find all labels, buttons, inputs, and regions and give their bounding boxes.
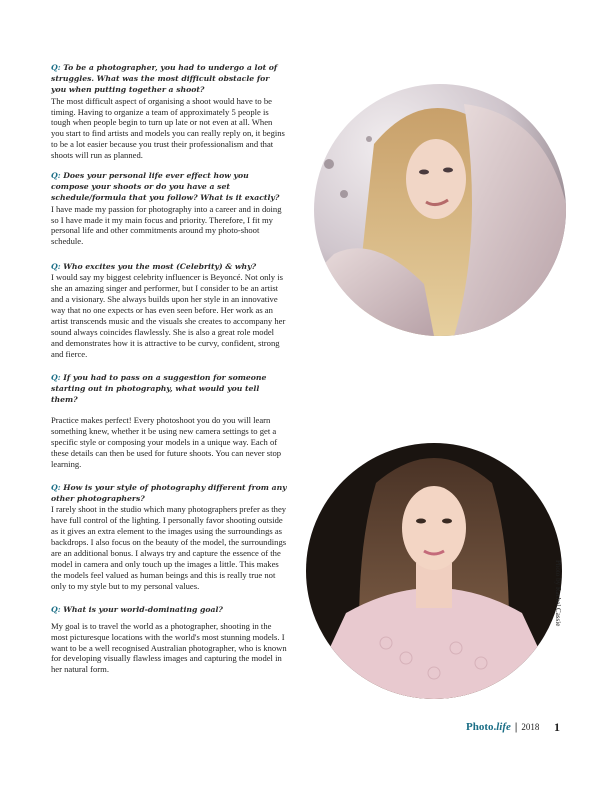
footer-separator: | bbox=[514, 721, 518, 733]
qa-item-2 bbox=[51, 170, 287, 247]
question-text: Does your personal life ever effect how you compose your shoots or do you have a set schedule/formula that you follow? What is it exactly? bbox=[51, 171, 280, 203]
question-text: If you had to pass on a suggestion for someone starting out in photography, what would you tell them? bbox=[51, 372, 267, 405]
qa-item-3 bbox=[51, 261, 287, 359]
question bbox=[51, 482, 287, 504]
answer: My goal is to travel the world as a photographer, shooting in the most picturesque locations with the world's most stunning models. I want to be a well recognised Australian photographer, who is known for developing visually flawless images and capturing the model in her natural form. bbox=[51, 620, 287, 675]
question bbox=[51, 261, 287, 272]
answer: Practice makes perfect! Every photoshoot you do you will learn something knew, whether it be using new camera settings to get a specific style or composing your models in a unique way. Each of these details can then be used for future shoots. You can never stop learning. bbox=[51, 415, 282, 469]
spacer bbox=[51, 405, 287, 415]
question bbox=[51, 372, 287, 406]
q-label: Q: bbox=[51, 482, 61, 492]
question bbox=[51, 170, 287, 204]
photo-credit: Photo by Rachel Cassie bbox=[554, 560, 562, 627]
question-text: To be a photographer, you had to undergo a lot of struggles. What was the most difficult obstacle for you when putting together a shoot? bbox=[51, 63, 278, 95]
q-label: Q: bbox=[51, 604, 61, 614]
footer-year: 2018 bbox=[521, 722, 540, 732]
portrait-photo-lace-top bbox=[306, 443, 562, 699]
q-label: Q: bbox=[51, 372, 61, 382]
qa-item-6 bbox=[51, 604, 287, 676]
q-label: Q: bbox=[51, 63, 61, 72]
question-text: What is your world-dominating goal? bbox=[63, 604, 223, 614]
page-footer bbox=[466, 721, 539, 735]
question-text: Who excites you the most (Celebrity) & why? bbox=[63, 262, 257, 272]
qa-item-1 bbox=[51, 62, 287, 161]
q-label: Q: bbox=[51, 262, 61, 272]
question bbox=[51, 604, 287, 615]
q-label: Q: bbox=[51, 171, 61, 181]
brand-photo: Photo. bbox=[466, 721, 497, 733]
answer: I rarely shoot in the studio which many photographers prefer as they have full control of the lighting. I personally favor shooting outside as it gives an extra element to the images using the surroundings as backdrops. I also focus on the beauty of the model, the surroundings are an additional bonus. I always try and capture the essence of the model in camera and only touch up the images a little. This makes the models feel valued as human beings and this is really true not only to my style but to my personal values. bbox=[51, 504, 287, 591]
question-text: How is your style of photography different from any other photographers? bbox=[51, 482, 287, 504]
question bbox=[51, 62, 287, 96]
interview-column bbox=[51, 62, 287, 684]
portrait-photo-fur-coat bbox=[314, 84, 566, 336]
portrait-illustration-2 bbox=[306, 443, 562, 699]
qa-item-4 bbox=[51, 372, 287, 470]
qa-item-5 bbox=[51, 482, 287, 592]
answer: I have made my passion for photography into a career and in doing so I have made it my main focus and priority. Therefore, I fit my personal life and other commitments around my photo-shoot schedule. bbox=[51, 203, 282, 247]
answer: I would say my biggest celebrity influencer is Beyoncé. Not only is she an amazing singer and performer, but I consider to be an artist and a visionary. She always builds upon her style in an innovative way that no one expects or has even seen before. Her work as an artist transcends music and the visuals she creates to accompany her sound always coincides flawlessly. She is also a great role model and demonstrates how it is attractive to be curvy, confident, strong and fierce. bbox=[51, 272, 286, 359]
portrait-illustration-1 bbox=[314, 84, 566, 336]
answer: The most difficult aspect of organising a shoot would have to be timing. Having to organize a team of approximately 5 people is tough when people begin to turn up late or not even at all. When you start to find artists and models you can really reply on, it begins to be a lot easier because you trust their professionalism and that shoots will run as planned. bbox=[51, 95, 285, 161]
page-number: 1 bbox=[554, 720, 560, 734]
brand-life: life bbox=[496, 721, 511, 733]
